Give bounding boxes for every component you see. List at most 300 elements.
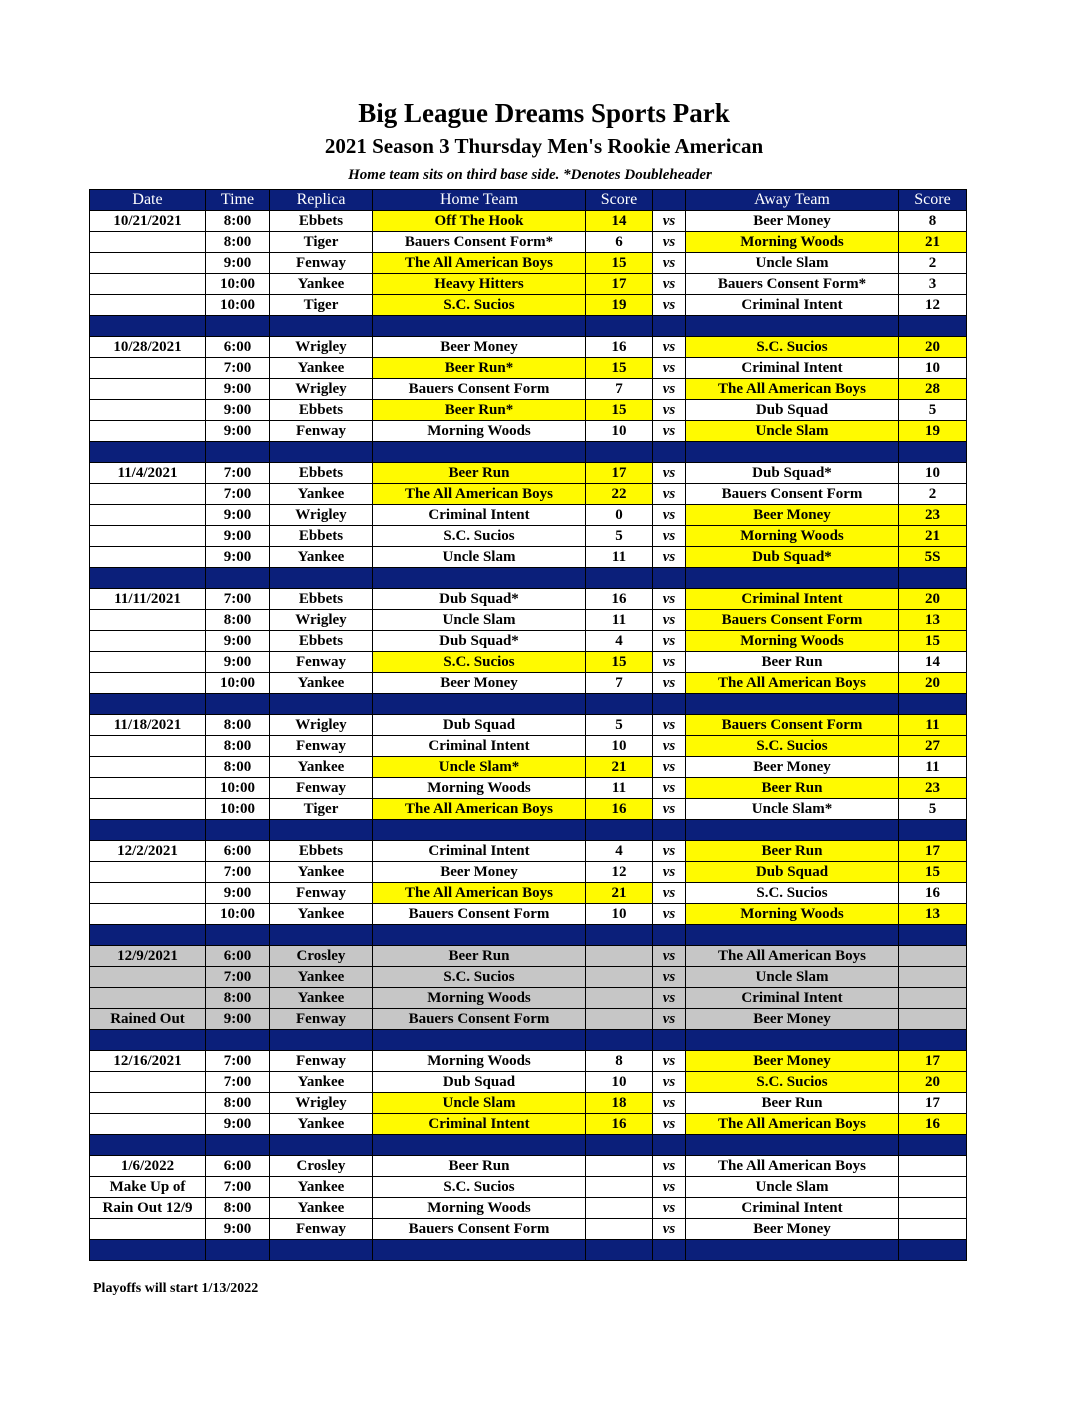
game-date	[90, 400, 206, 421]
vs-label: vs	[653, 379, 686, 400]
game-date	[90, 673, 206, 694]
game-date: 1/6/2022	[90, 1156, 206, 1177]
game-field: Yankee	[270, 988, 373, 1009]
away-team: Morning Woods	[686, 232, 899, 253]
home-score: 15	[586, 253, 653, 274]
game-time: 7:00	[206, 967, 270, 988]
home-team: Uncle Slam	[373, 547, 586, 568]
separator-cell	[653, 568, 686, 589]
vs-label: vs	[653, 1093, 686, 1114]
game-time: 8:00	[206, 736, 270, 757]
vs-label: vs	[653, 883, 686, 904]
home-team: Beer Run*	[373, 400, 586, 421]
game-row	[90, 1072, 967, 1093]
away-score	[899, 946, 967, 967]
game-row	[90, 484, 967, 505]
separator-cell	[686, 694, 899, 715]
home-team: Bauers Consent Form	[373, 904, 586, 925]
away-score	[899, 1156, 967, 1177]
separator-cell	[686, 1135, 899, 1156]
separator-cell	[899, 694, 967, 715]
home-score: 17	[586, 463, 653, 484]
separator-cell	[653, 820, 686, 841]
game-field: Yankee	[270, 547, 373, 568]
home-team: S.C. Sucios	[373, 967, 586, 988]
col-replica: Replica	[270, 190, 373, 211]
separator-cell	[206, 568, 270, 589]
away-score: 10	[899, 358, 967, 379]
away-score: 17	[899, 1051, 967, 1072]
home-score	[586, 967, 653, 988]
away-score: 13	[899, 610, 967, 631]
separator-cell	[373, 442, 586, 463]
away-team: Uncle Slam	[686, 967, 899, 988]
separator-cell	[653, 1240, 686, 1261]
away-team: Beer Money	[686, 757, 899, 778]
away-score	[899, 1219, 967, 1240]
separator-cell	[653, 1030, 686, 1051]
separator-cell	[206, 925, 270, 946]
game-field: Ebbets	[270, 526, 373, 547]
away-score: 2	[899, 253, 967, 274]
vs-label: vs	[653, 505, 686, 526]
separator-cell	[899, 1135, 967, 1156]
home-score: 16	[586, 799, 653, 820]
game-date: 11/18/2021	[90, 715, 206, 736]
game-date	[90, 778, 206, 799]
vs-label: vs	[653, 967, 686, 988]
away-team: Morning Woods	[686, 904, 899, 925]
game-row	[90, 463, 967, 484]
game-field: Ebbets	[270, 400, 373, 421]
separator-cell	[653, 316, 686, 337]
game-time: 10:00	[206, 295, 270, 316]
vs-label: vs	[653, 211, 686, 232]
away-score: 16	[899, 1114, 967, 1135]
vs-label: vs	[653, 463, 686, 484]
game-row	[90, 652, 967, 673]
game-field: Tiger	[270, 232, 373, 253]
vs-label: vs	[653, 631, 686, 652]
home-score	[586, 988, 653, 1009]
game-row	[90, 400, 967, 421]
week-separator	[90, 1135, 967, 1156]
vs-label: vs	[653, 841, 686, 862]
separator-cell	[270, 568, 373, 589]
home-team: Uncle Slam	[373, 610, 586, 631]
game-field: Wrigley	[270, 337, 373, 358]
home-score: 10	[586, 421, 653, 442]
home-team: Heavy Hitters	[373, 274, 586, 295]
home-score: 10	[586, 904, 653, 925]
home-score: 7	[586, 673, 653, 694]
away-score: 11	[899, 715, 967, 736]
game-time: 9:00	[206, 421, 270, 442]
home-score	[586, 1198, 653, 1219]
home-score: 11	[586, 610, 653, 631]
separator-cell	[90, 1135, 206, 1156]
vs-label: vs	[653, 1198, 686, 1219]
game-row	[90, 610, 967, 631]
separator-cell	[206, 1030, 270, 1051]
separator-cell	[686, 316, 899, 337]
away-team: The All American Boys	[686, 673, 899, 694]
game-date	[90, 232, 206, 253]
away-team: Bauers Consent Form	[686, 484, 899, 505]
game-time: 7:00	[206, 1051, 270, 1072]
game-row	[90, 1156, 967, 1177]
home-score	[586, 1219, 653, 1240]
away-team: Uncle Slam*	[686, 799, 899, 820]
game-field: Fenway	[270, 421, 373, 442]
home-score	[586, 946, 653, 967]
vs-label: vs	[653, 589, 686, 610]
game-time: 8:00	[206, 1198, 270, 1219]
game-row	[90, 505, 967, 526]
home-team: Criminal Intent	[373, 505, 586, 526]
game-time: 10:00	[206, 274, 270, 295]
away-team: Criminal Intent	[686, 295, 899, 316]
separator-cell	[270, 820, 373, 841]
vs-label: vs	[653, 547, 686, 568]
game-time: 9:00	[206, 652, 270, 673]
game-row	[90, 841, 967, 862]
separator-cell	[586, 1240, 653, 1261]
away-score: 20	[899, 1072, 967, 1093]
separator-cell	[270, 1030, 373, 1051]
game-date	[90, 505, 206, 526]
game-row	[90, 1093, 967, 1114]
game-field: Yankee	[270, 1072, 373, 1093]
game-row	[90, 1051, 967, 1072]
away-score: 23	[899, 778, 967, 799]
game-date	[90, 421, 206, 442]
away-team: Beer Run	[686, 778, 899, 799]
vs-label: vs	[653, 1156, 686, 1177]
game-time: 9:00	[206, 631, 270, 652]
away-team: Dub Squad*	[686, 463, 899, 484]
away-score	[899, 967, 967, 988]
game-time: 9:00	[206, 379, 270, 400]
home-team: Dub Squad*	[373, 589, 586, 610]
game-field: Fenway	[270, 736, 373, 757]
home-score: 10	[586, 1072, 653, 1093]
game-field: Ebbets	[270, 589, 373, 610]
game-row	[90, 421, 967, 442]
away-team: Dub Squad	[686, 400, 899, 421]
away-score: 20	[899, 673, 967, 694]
game-field: Fenway	[270, 883, 373, 904]
home-team: Morning Woods	[373, 421, 586, 442]
home-team: Uncle Slam*	[373, 757, 586, 778]
game-field: Fenway	[270, 778, 373, 799]
away-score: 12	[899, 295, 967, 316]
game-time: 8:00	[206, 988, 270, 1009]
game-date	[90, 526, 206, 547]
home-score: 4	[586, 631, 653, 652]
home-score: 0	[586, 505, 653, 526]
week-separator	[90, 1240, 967, 1261]
game-row	[90, 1114, 967, 1135]
separator-cell	[899, 820, 967, 841]
week-separator	[90, 442, 967, 463]
separator-cell	[90, 1240, 206, 1261]
separator-cell	[270, 694, 373, 715]
separator-cell	[206, 820, 270, 841]
away-team: Uncle Slam	[686, 1177, 899, 1198]
col-home-score: Score	[586, 190, 653, 211]
vs-label: vs	[653, 421, 686, 442]
away-team: The All American Boys	[686, 1156, 899, 1177]
separator-cell	[270, 925, 373, 946]
game-field: Tiger	[270, 799, 373, 820]
game-date	[90, 904, 206, 925]
game-field: Fenway	[270, 1219, 373, 1240]
away-team: Beer Run	[686, 1093, 899, 1114]
separator-cell	[899, 1030, 967, 1051]
home-score: 14	[586, 211, 653, 232]
away-score: 2	[899, 484, 967, 505]
game-date: 11/11/2021	[90, 589, 206, 610]
game-date	[90, 274, 206, 295]
away-team: Morning Woods	[686, 526, 899, 547]
home-score: 15	[586, 652, 653, 673]
home-team: S.C. Sucios	[373, 652, 586, 673]
away-score	[899, 1009, 967, 1030]
home-score: 10	[586, 736, 653, 757]
home-team: Beer Run	[373, 463, 586, 484]
separator-cell	[206, 442, 270, 463]
game-date	[90, 484, 206, 505]
col-away-team: Away Team	[686, 190, 899, 211]
game-time: 6:00	[206, 946, 270, 967]
game-date	[90, 610, 206, 631]
home-team: Criminal Intent	[373, 736, 586, 757]
col-vs	[653, 190, 686, 211]
away-score: 20	[899, 337, 967, 358]
away-score: 15	[899, 631, 967, 652]
game-field: Yankee	[270, 1198, 373, 1219]
away-team: The All American Boys	[686, 1114, 899, 1135]
game-date	[90, 988, 206, 1009]
game-time: 7:00	[206, 484, 270, 505]
separator-cell	[899, 1240, 967, 1261]
home-score: 5	[586, 715, 653, 736]
game-time: 9:00	[206, 1219, 270, 1240]
home-team: Dub Squad	[373, 715, 586, 736]
home-team: S.C. Sucios	[373, 1177, 586, 1198]
game-row	[90, 547, 967, 568]
separator-cell	[206, 694, 270, 715]
vs-label: vs	[653, 1009, 686, 1030]
away-team: Morning Woods	[686, 631, 899, 652]
week-separator	[90, 925, 967, 946]
separator-cell	[270, 316, 373, 337]
away-team: Beer Run	[686, 652, 899, 673]
away-team: Beer Money	[686, 1219, 899, 1240]
away-team: Criminal Intent	[686, 589, 899, 610]
vs-label: vs	[653, 610, 686, 631]
separator-cell	[653, 1135, 686, 1156]
home-team: Dub Squad*	[373, 631, 586, 652]
away-score: 17	[899, 841, 967, 862]
game-time: 10:00	[206, 673, 270, 694]
game-row	[90, 232, 967, 253]
separator-cell	[90, 925, 206, 946]
away-team: Dub Squad	[686, 862, 899, 883]
home-team: Beer Run*	[373, 358, 586, 379]
home-team: Beer Run	[373, 1156, 586, 1177]
separator-cell	[586, 925, 653, 946]
game-date	[90, 652, 206, 673]
playoffs-note: Playoffs will start 1/13/2022	[93, 1281, 259, 1296]
game-time: 7:00	[206, 1072, 270, 1093]
separator-cell	[373, 568, 586, 589]
game-field: Yankee	[270, 274, 373, 295]
game-time: 9:00	[206, 547, 270, 568]
home-team: Bauers Consent Form	[373, 379, 586, 400]
away-score: 5	[899, 400, 967, 421]
separator-cell	[586, 442, 653, 463]
game-row	[90, 211, 967, 232]
away-team: Dub Squad*	[686, 547, 899, 568]
home-score: 15	[586, 358, 653, 379]
game-date	[90, 799, 206, 820]
game-time: 8:00	[206, 610, 270, 631]
separator-cell	[90, 1030, 206, 1051]
schedule-note: Home team sits on third base side. *Denotes Doubleheader	[348, 167, 712, 183]
game-field: Yankee	[270, 904, 373, 925]
separator-cell	[686, 568, 899, 589]
away-team: Beer Money	[686, 505, 899, 526]
vs-label: vs	[653, 1072, 686, 1093]
away-team: Beer Money	[686, 1051, 899, 1072]
page-subtitle: 2021 Season 3 Thursday Men's Rookie American	[324, 134, 764, 158]
vs-label: vs	[653, 1177, 686, 1198]
away-team: Bauers Consent Form*	[686, 274, 899, 295]
home-score: 22	[586, 484, 653, 505]
away-team: S.C. Sucios	[686, 337, 899, 358]
game-row	[90, 736, 967, 757]
game-row	[90, 1219, 967, 1240]
separator-cell	[270, 442, 373, 463]
game-time: 7:00	[206, 358, 270, 379]
game-row	[90, 862, 967, 883]
game-time: 6:00	[206, 841, 270, 862]
game-time: 7:00	[206, 1177, 270, 1198]
game-field: Crosley	[270, 946, 373, 967]
vs-label: vs	[653, 232, 686, 253]
vs-label: vs	[653, 778, 686, 799]
game-field: Wrigley	[270, 610, 373, 631]
vs-label: vs	[653, 253, 686, 274]
game-time: 9:00	[206, 526, 270, 547]
separator-cell	[653, 694, 686, 715]
home-team: Criminal Intent	[373, 1114, 586, 1135]
game-time: 8:00	[206, 715, 270, 736]
vs-label: vs	[653, 988, 686, 1009]
separator-cell	[686, 820, 899, 841]
game-date: 10/21/2021	[90, 211, 206, 232]
game-date: 11/4/2021	[90, 463, 206, 484]
game-row	[90, 946, 967, 967]
game-date	[90, 862, 206, 883]
away-team: Uncle Slam	[686, 253, 899, 274]
separator-cell	[899, 442, 967, 463]
game-field: Yankee	[270, 358, 373, 379]
game-time: 9:00	[206, 883, 270, 904]
separator-cell	[373, 1240, 586, 1261]
game-field: Fenway	[270, 1051, 373, 1072]
col-time: Time	[206, 190, 270, 211]
home-score: 21	[586, 757, 653, 778]
home-score: 21	[586, 883, 653, 904]
week-separator	[90, 1030, 967, 1051]
game-time: 10:00	[206, 799, 270, 820]
home-team: The All American Boys	[373, 253, 586, 274]
game-time: 10:00	[206, 778, 270, 799]
home-team: S.C. Sucios	[373, 526, 586, 547]
game-date	[90, 631, 206, 652]
game-date	[90, 253, 206, 274]
game-time: 8:00	[206, 211, 270, 232]
away-score: 28	[899, 379, 967, 400]
home-score: 11	[586, 547, 653, 568]
vs-label: vs	[653, 358, 686, 379]
home-score: 7	[586, 379, 653, 400]
home-score	[586, 1177, 653, 1198]
game-time: 6:00	[206, 337, 270, 358]
game-row	[90, 757, 967, 778]
separator-cell	[373, 316, 586, 337]
game-field: Wrigley	[270, 715, 373, 736]
separator-cell	[90, 694, 206, 715]
separator-cell	[373, 694, 586, 715]
separator-cell	[586, 1135, 653, 1156]
separator-cell	[270, 1135, 373, 1156]
vs-label: vs	[653, 799, 686, 820]
home-score: 5	[586, 526, 653, 547]
vs-label: vs	[653, 1114, 686, 1135]
game-date: Make Up of	[90, 1177, 206, 1198]
game-field: Fenway	[270, 1009, 373, 1030]
game-date	[90, 736, 206, 757]
away-team: Uncle Slam	[686, 421, 899, 442]
game-date: 10/28/2021	[90, 337, 206, 358]
separator-cell	[586, 1030, 653, 1051]
game-row	[90, 295, 967, 316]
separator-cell	[206, 1135, 270, 1156]
separator-cell	[270, 1240, 373, 1261]
game-time: 6:00	[206, 1156, 270, 1177]
game-row	[90, 253, 967, 274]
game-row	[90, 778, 967, 799]
separator-cell	[90, 442, 206, 463]
separator-cell	[586, 568, 653, 589]
away-score: 13	[899, 904, 967, 925]
home-score: 6	[586, 232, 653, 253]
away-score: 20	[899, 589, 967, 610]
game-date: 12/16/2021	[90, 1051, 206, 1072]
home-team: Beer Money	[373, 337, 586, 358]
game-field: Ebbets	[270, 841, 373, 862]
away-team: Bauers Consent Form	[686, 610, 899, 631]
separator-cell	[686, 925, 899, 946]
game-date	[90, 358, 206, 379]
game-date	[90, 1072, 206, 1093]
away-score	[899, 1177, 967, 1198]
game-time: 9:00	[206, 1009, 270, 1030]
